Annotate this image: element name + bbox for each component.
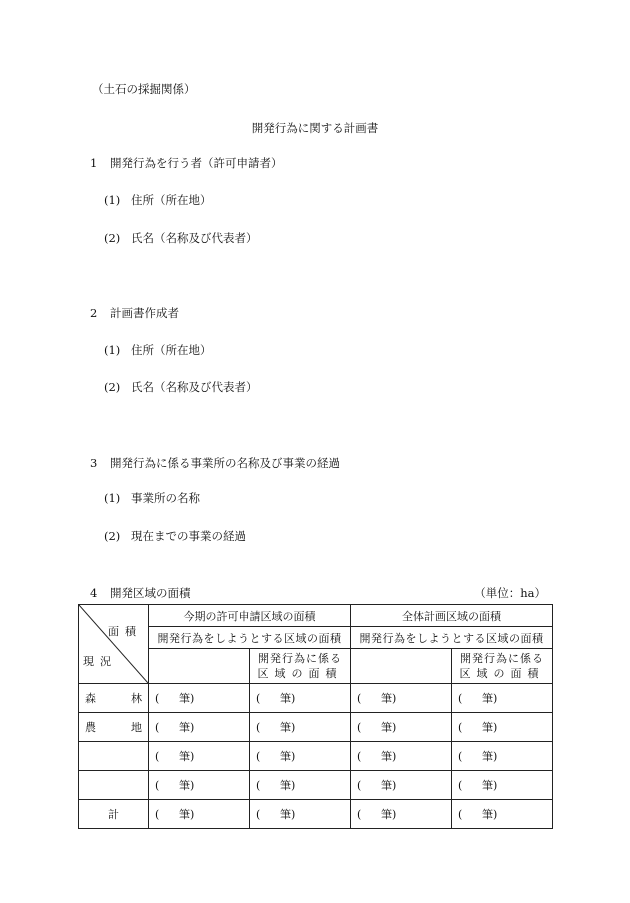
area-cell[interactable]: ( 筆) [149,742,250,771]
subsub-header-current [250,649,351,684]
blank-header-cell [351,649,452,684]
section-number: 1 [90,156,98,170]
corner-bottom-label: 現況 [83,655,117,668]
group-header-current: 今期の許可申請区域の面積 [149,605,351,627]
section-1-item-1 [104,193,212,207]
item-number: (2) [104,529,121,543]
section-number: 4 [90,586,98,600]
item-number: (1) [104,491,121,505]
document-title: 開発行為に関する計画書 [251,121,379,135]
item-number: (2) [104,231,121,245]
document-category: （土石の採掘関係） [92,82,196,96]
table-row [79,713,553,742]
item-label: 現在までの事業の経過 [131,529,246,543]
section-1-heading [90,156,283,170]
section-label: 開発区域の面積 [110,586,191,600]
table-row [79,684,553,713]
section-3-heading [90,456,340,470]
area-cell[interactable]: ( 筆) [250,742,351,771]
section-3-item-1 [104,491,200,505]
area-cell[interactable]: ( 筆) [351,742,452,771]
subsub-header-line2: 区域の面積 [257,667,343,680]
blank-header-cell [149,649,250,684]
section-label: 開発行為を行う者（許可申請者） [110,156,283,170]
item-label: 住所（所在地） [131,193,212,207]
section-4-heading [90,586,191,600]
group-header-overall: 全体計画区域の面積 [351,605,553,627]
section-label: 開発行為に係る事業所の名称及び事業の経過 [110,456,340,470]
corner-top-label: 面積 [108,625,142,638]
diagonal-line [79,605,148,683]
table-row-total [79,800,553,829]
row-label-blank[interactable] [79,742,149,771]
section-label: 計画書作成者 [110,306,179,320]
area-cell[interactable]: ( 筆) [149,713,250,742]
area-cell[interactable]: ( 筆) [351,800,452,829]
section-3-item-2 [104,529,246,543]
row-label-farmland: 農地 [79,713,149,742]
area-cell[interactable]: ( 筆) [149,771,250,800]
area-cell[interactable]: ( 筆) [452,684,553,713]
area-cell[interactable]: ( 筆) [250,771,351,800]
table-row [79,771,553,800]
section-2-item-1 [104,343,212,357]
subsub-header-overall [452,649,553,684]
section-number: 3 [90,456,98,470]
area-cell[interactable]: ( 筆) [351,684,452,713]
item-label: 氏名（名称及び代表者） [131,231,258,245]
subsub-header-line2: 区域の面積 [459,667,545,680]
area-cell[interactable]: ( 筆) [149,800,250,829]
item-number: (2) [104,380,121,394]
item-label: 事業所の名称 [131,491,200,505]
area-cell[interactable]: ( 筆) [452,713,553,742]
corner-header-cell [79,605,149,684]
sub-header-current: 開発行為をしようとする区域の面積 [149,627,351,649]
section-1-item-2 [104,231,258,245]
area-table [78,604,553,829]
area-cell[interactable]: ( 筆) [250,800,351,829]
unit-label: （単位：ha） [474,586,546,600]
row-label-blank[interactable] [79,771,149,800]
item-label: 氏名（名称及び代表者） [131,380,258,394]
sub-header-overall: 開発行為をしようとする区域の面積 [351,627,553,649]
area-cell[interactable]: ( 筆) [452,771,553,800]
section-2-heading [90,306,179,320]
area-cell[interactable]: ( 筆) [250,684,351,713]
subsub-header-line1: 開発行為に係る [460,652,544,665]
area-cell[interactable]: ( 筆) [149,684,250,713]
section-number: 2 [90,306,98,320]
area-cell[interactable]: ( 筆) [351,771,452,800]
row-label-total: 計 [79,800,149,829]
item-number: (1) [104,343,121,357]
area-cell[interactable]: ( 筆) [452,742,553,771]
area-cell[interactable]: ( 筆) [452,800,553,829]
subsub-header-line1: 開発行為に係る [258,652,342,665]
section-2-item-2 [104,380,258,394]
item-label: 住所（所在地） [131,343,212,357]
area-cell[interactable]: ( 筆) [250,713,351,742]
area-cell[interactable]: ( 筆) [351,713,452,742]
item-number: (1) [104,193,121,207]
row-label-forest: 森林 [79,684,149,713]
table-row [79,742,553,771]
